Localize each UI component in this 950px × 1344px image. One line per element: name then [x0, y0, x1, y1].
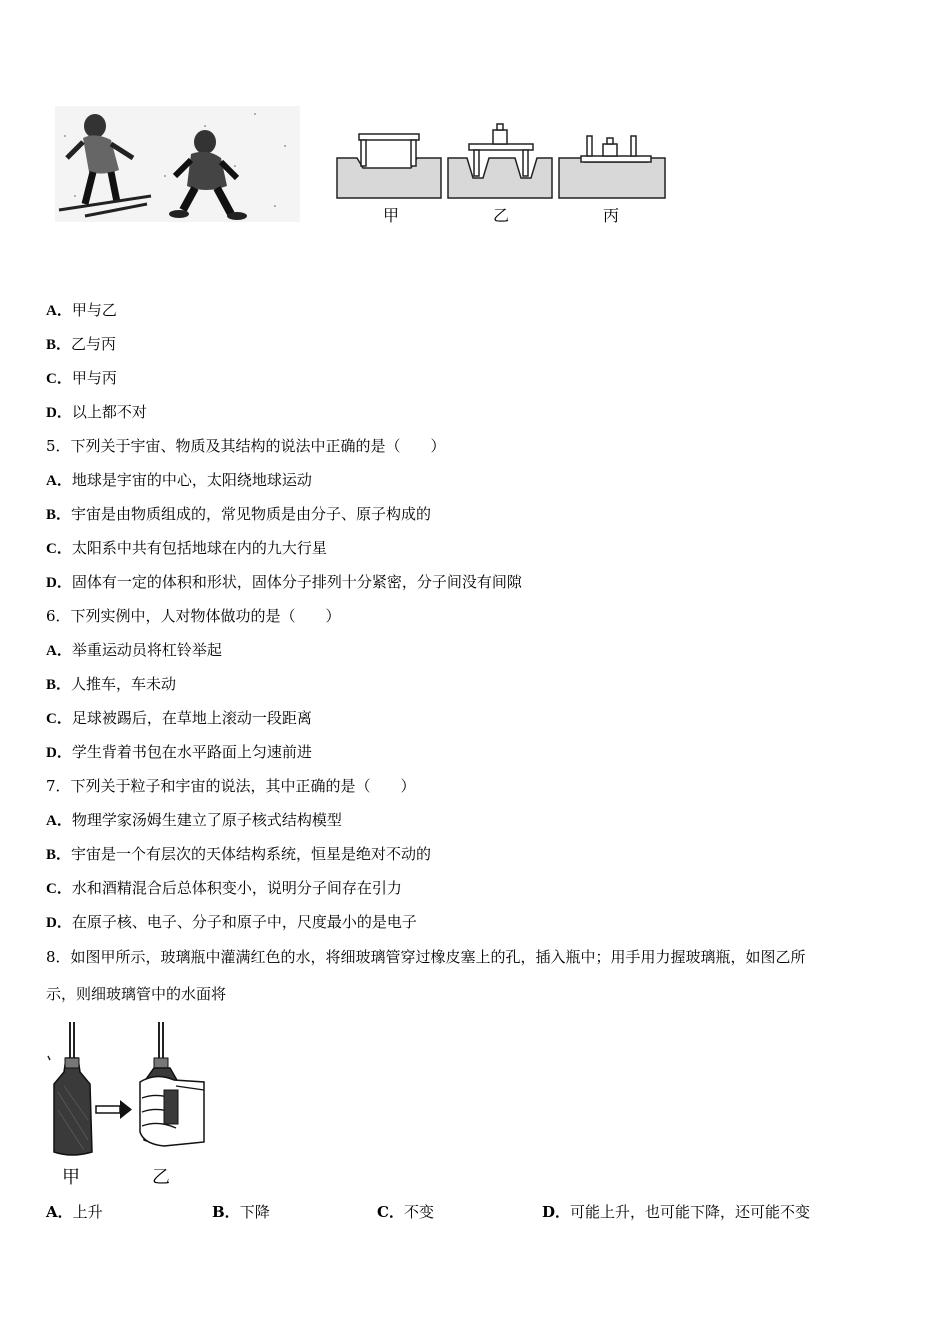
q5-option-b: B．宇宙是由物质组成的，常见物质是由分子、原子构成的 [46, 505, 432, 523]
q5-option-c: C．太阳系中共有包括地球在内的九大行星 [46, 539, 327, 557]
q4-option-b: B．乙与丙 [46, 335, 117, 353]
q8-stem-line2: 示，则细玻璃管中的水面将 [46, 985, 227, 1003]
q8-option-b: B．下降 [212, 1203, 270, 1221]
glass-bottle-figure [44, 1020, 219, 1160]
q7-option-a: A．物理学家汤姆生建立了原子核式结构模型 [46, 811, 342, 829]
bottle-jia [48, 1022, 92, 1155]
q5-stem: 5．下列关于宇宙、物质及其结构的说法中正确的是（ ） [46, 437, 446, 455]
bottle-yi [140, 1022, 204, 1146]
q6-option-c: C．足球被踢后，在草地上滚动一段距离 [46, 709, 312, 727]
q8-option-c: C．不变 [377, 1203, 434, 1221]
arrow-icon [96, 1100, 132, 1119]
q5-option-a: A．地球是宇宙的中心，太阳绕地球运动 [46, 471, 312, 489]
panel-label-jia: 甲 [383, 206, 400, 225]
q6-option-b: B．人推车，车未动 [46, 675, 177, 693]
q7-option-b: B．宇宙是一个有层次的天体结构系统，恒星是绝对不动的 [46, 845, 432, 863]
panel-label-yi: 乙 [493, 206, 510, 225]
panel-jia [337, 134, 441, 198]
panel-label-bing: 丙 [603, 206, 620, 225]
q6-option-d: D．学生背着书包在水平路面上匀速前进 [46, 743, 312, 761]
q8-stem-line1: 8．如图甲所示，玻璃瓶中灌满红色的水，将细玻璃管穿过橡皮塞上的孔，插入瓶中；用手用力握玻璃瓶，如图乙所 [46, 948, 806, 966]
q4-option-a: A．甲与乙 [46, 301, 117, 319]
snow-people-illustration [55, 106, 300, 222]
panel-bing [559, 136, 665, 198]
q7-stem: 7．下列关于粒子和宇宙的说法，其中正确的是（ ） [46, 777, 416, 795]
q4-option-c: C．甲与丙 [46, 369, 117, 387]
q8-option-d: D．可能上升，也可能下降，还可能不变 [542, 1203, 811, 1221]
pressure-experiment-figure [335, 122, 670, 202]
q4-option-d: D．以上都不对 [46, 403, 147, 421]
q5-option-d: D．固体有一定的体积和形状，固体分子排列十分紧密，分子间没有间隙 [46, 573, 522, 591]
q6-option-a: A．举重运动员将杠铃举起 [46, 641, 222, 659]
q8-option-a: A．上升 [46, 1203, 103, 1221]
q6-stem: 6．下列实例中，人对物体做功的是（ ） [46, 607, 341, 625]
panel-yi [448, 124, 552, 198]
q7-option-c: C．水和酒精混合后总体积变小，说明分子间存在引力 [46, 879, 402, 897]
q7-option-d: D．在原子核、电子、分子和原子中，尺度最小的是电子 [46, 913, 417, 931]
bottle-label-yi: 乙 [152, 1167, 170, 1188]
bottle-label-jia: 甲 [62, 1167, 80, 1188]
